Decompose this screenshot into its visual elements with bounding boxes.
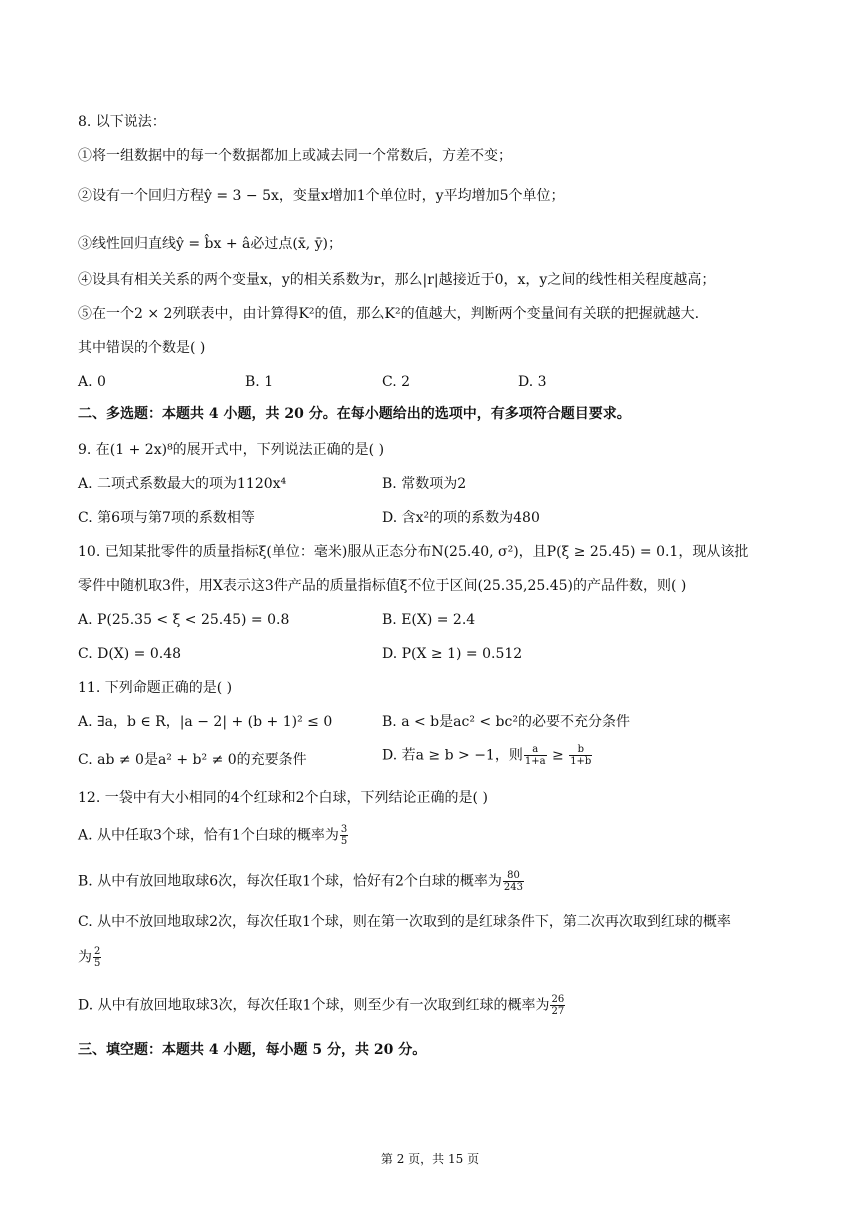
q12-option-a: [78, 824, 349, 847]
q8-stem: 8. 以下说法：: [78, 114, 166, 130]
q8-option-b: B. 1: [245, 374, 274, 390]
q12-option-c-line-1: C. 从中不放回地取球2次，每次任取1个球，则在第一次取到的是红球条件下，第二次再次取到红球的概率: [78, 914, 731, 930]
section-2-heading: 二、多选题：本题共 4 小题，共 20 分。在每小题给出的选项中，有多项符合题目要求。: [78, 406, 631, 422]
page-footer: 第 2 页，共 15 页: [380, 1152, 480, 1166]
q12-stem: 12. 一袋中有大小相同的4个红球和2个白球，下列结论正确的是( ): [78, 790, 488, 806]
fraction: [503, 870, 524, 893]
q8-statement-5: ⑤在一个2 × 2列联表中，由计算得K²的值，那么K²的值越大，判断两个变量间有关联的把握就越大.: [78, 306, 700, 322]
q10-option-a: A. P(25.35 < ξ < 25.45) = 0.8: [78, 612, 290, 628]
fraction: [340, 824, 348, 847]
q9-option-b: B. 常数项为2: [382, 476, 467, 492]
fraction-numerator: 2: [94, 946, 101, 957]
q8-statement-4: ④设具有相关关系的两个变量x，y的相关系数为r，那么|r|越接近于0，x，y之间的线性相关程度越高；: [78, 272, 716, 288]
fraction: [524, 744, 547, 767]
q8-question: 其中错误的个数是( ): [78, 340, 206, 356]
q8-statement-1: ①将一组数据中的每一个数据都加上或减去同一个常数后，方差不变；: [78, 148, 512, 164]
q10-option-d: D. P(X ≥ 1) = 0.512: [382, 646, 523, 662]
q12-option-b: [78, 870, 525, 893]
q12-option-b-text: B. 从中有放回地取球6次，每次任取1个球，恰好有2个白球的概率为: [78, 873, 502, 890]
q9-option-d: D. 含x²的项的系数为480: [382, 510, 540, 526]
q11-option-b: B. a < b是ac² < bc²的必要不充分条件: [382, 714, 630, 730]
fraction-numerator: 26: [551, 994, 565, 1005]
q9-option-c: C. 第6项与第7项的系数相等: [78, 510, 255, 526]
fraction-denominator: 5: [94, 958, 101, 969]
q11-option-c: C. ab ≠ 0是a² + b² ≠ 0的充要条件: [78, 752, 307, 768]
fraction: [569, 744, 592, 767]
q8-option-c: C. 2: [382, 374, 411, 390]
q12-option-a-text: A. 从中任取3个球，恰有1个白球的概率为: [78, 827, 339, 844]
fraction-numerator: a: [524, 744, 547, 756]
fraction: [550, 994, 565, 1017]
fraction-denominator: 5: [340, 836, 348, 847]
fraction-denominator: 27: [551, 1006, 565, 1017]
q12-option-d-text: D. 从中有放回地取球3次，每次任取1个球，则至少有一次取到红球的概率为: [78, 997, 550, 1014]
q8-option-d: D. 3: [518, 374, 547, 390]
q10-option-b: B. E(X) = 2.4: [382, 612, 476, 628]
q9-option-a: A. 二项式系数最大的项为1120x⁴: [78, 476, 287, 492]
q11-option-a: A. ∃a，b ∈ R，|a − 2| + (b + 1)² ≤ 0: [78, 714, 333, 730]
q8-option-a: A. 0: [78, 374, 106, 390]
q10-stem-line-2: 零件中随机取3件，用X表示这3件产品的质量指标值ξ不位于区间(25.35,25.45)的产品件数，则( ): [78, 578, 687, 594]
q10-option-c: C. D(X) = 0.48: [78, 646, 182, 662]
q11-option-d-text: D. 若a ≥ b > −1，则: [382, 747, 523, 764]
q12-option-c-line-2: [78, 946, 102, 969]
section-3-heading: 三、填空题：本题共 4 小题，每小题 5 分，共 20 分。: [78, 1042, 427, 1058]
fraction-denominator: 243: [503, 882, 524, 893]
fraction-denominator: 1+a: [524, 756, 546, 767]
q12-option-c-text: 为: [78, 949, 92, 966]
q12-option-d: [78, 994, 566, 1017]
q10-stem-line-1: 10. 已知某批零件的质量指标ξ(单位：毫米)服从正态分布N(25.40, σ²)，且P(ξ ≥ 25.45) = 0.1，现从该批: [78, 544, 749, 560]
fraction-numerator: b: [569, 744, 592, 756]
fraction: [93, 946, 101, 969]
q11-option-d: [382, 744, 593, 767]
q8-statement-2: ②设有一个回归方程ŷ = 3 − 5x，变量x增加1个单位时，y平均增加5个单位；: [78, 188, 565, 204]
fraction-numerator: 3: [340, 824, 348, 835]
q11-option-d-relation: ≥: [547, 747, 569, 764]
q8-statement-3: ③线性回归直线ŷ = b̂x + â必过点(x̄, ȳ)；: [78, 236, 343, 252]
q11-stem: 11. 下列命题正确的是( ): [78, 680, 233, 696]
fraction-denominator: 1+b: [570, 756, 592, 767]
fraction-numerator: 80: [503, 870, 524, 882]
q9-stem: 9. 在(1 + 2x)⁸的展开式中，下列说法正确的是( ): [78, 442, 385, 458]
